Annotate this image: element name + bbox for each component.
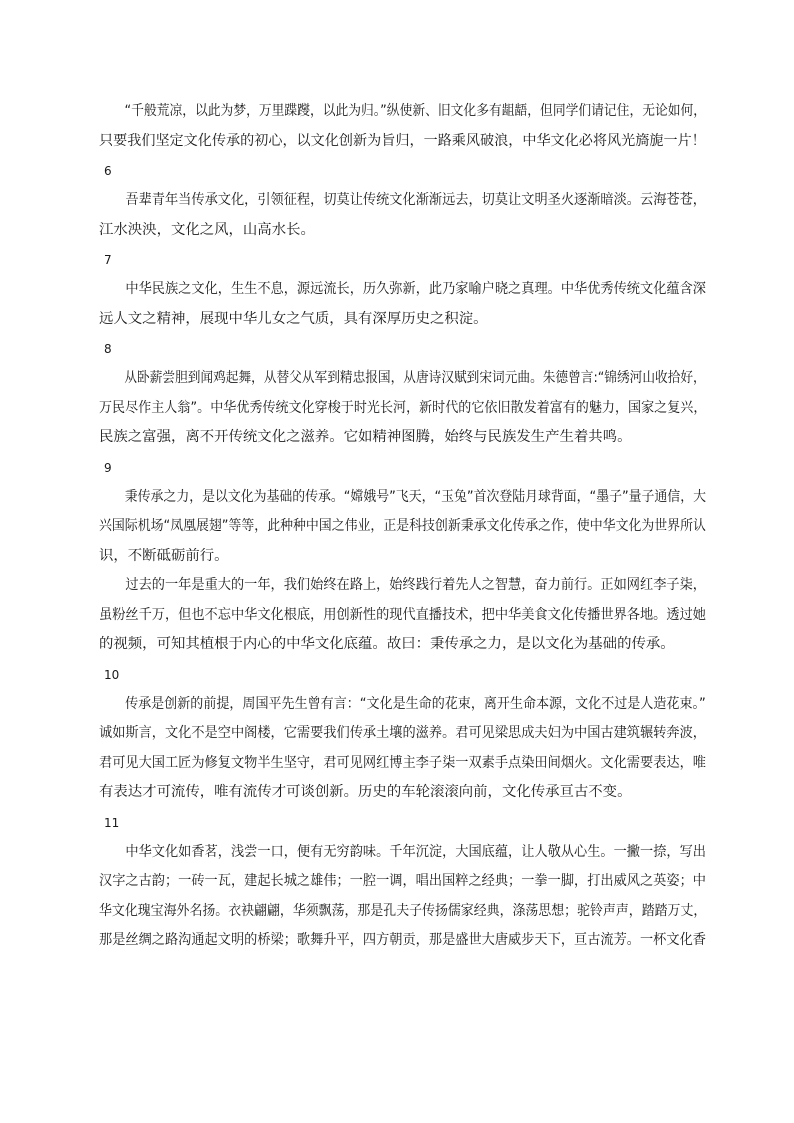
paragraph <box>99 483 706 572</box>
paragraph-line: “千般荒凉，以此为梦，万里蹀躞，以此为归。”纵使新、旧文化多有龃龉，但同学们请记住，无论如何， <box>124 103 707 119</box>
section-number: 8 <box>104 342 112 356</box>
paragraph <box>99 571 706 660</box>
section-number: 9 <box>104 460 112 475</box>
paragraph <box>99 97 706 156</box>
paragraph-line: 民族之富强，离不开传统文化之滋养。它如精神图腾，始终与民族发生产生着共鸣。 <box>99 429 632 445</box>
paragraph-line: 传承是创新的前提，周国平先生曾有言：“文化是生命的花束，离开生命本源，文化不过是人造花束。” <box>125 695 706 712</box>
paragraph-line: 从卧薪尝胆到闻鸡起舞，从替父从军到精忠报国，从唐诗汉赋到宋词元曲。朱德曾言:“锦绣河山收拾好， <box>124 370 706 386</box>
paragraph <box>99 186 706 245</box>
section-number: 6 <box>104 164 112 178</box>
paragraph-line: 中华民族之文化，生生不息，源远流长，历久弥新，此乃家喻户晓之真理。中华优秀传统文化蕴含深 <box>125 281 706 297</box>
paragraph-line: 远人文之精神，展现中华儿女之气质，具有深厚历史之积淀。 <box>99 310 488 327</box>
section-number: 7 <box>104 253 112 267</box>
paragraph-line: 的视频，可知其植根于内心的中华文化底蕴。故曰：秉传承之力，是以文化为基础的传承。 <box>99 636 675 652</box>
paragraph-line: 江水泱泱，文化之风，山高水长。 <box>99 221 315 238</box>
paragraph-line: 识，不断砥砺前行。 <box>99 547 229 564</box>
paragraph-line: 那是丝绸之路沟通起文明的桥梁；歌舞升平，四方朝贡，那是盛世大唐威步天下，亘古流芳。一杯文化香 <box>99 932 706 948</box>
section-number: 10 <box>104 667 120 682</box>
paragraph-line: 只要我们坚定文化传承的初心，以文化创新为旨归，一路乘风破浪，中华文化必将风光旖旎一片！ <box>99 132 706 149</box>
paragraph <box>99 275 706 334</box>
paragraph-line: 万民尽作主人翁”。中华优秀传统文化穿梭于时光长河，新时代的它依旧散发着富有的魅力，国家之复兴， <box>99 399 707 416</box>
paragraph-line: 虽粉丝千万，但也不忘中华文化根底，用创新性的现代直播技术，把中华美食文化传播世界各地。透过她 <box>99 606 706 623</box>
paragraph-line: 吾辈青年当传承文化，引领征程，切莫让传统文化渐渐远去，切莫让文明圣火逐渐暗淡。云海苍苍， <box>125 192 706 208</box>
paragraph-line: 君可见大国工匠为修复文物半生坚守，君可见网红博主李子柒一双素手点染田间烟火。文化需要表达，唯 <box>99 754 706 771</box>
paragraph <box>99 690 706 808</box>
paragraph-line: 诚如斯言，文化不是空中阁楼，它需要我们传承土壤的滋养。君可见梁思成夫妇为中国古建筑辗转奔波， <box>99 725 706 741</box>
paragraph-line: 中华文化如香茗，浅尝一口，便有无穷韵味。千年沉淀，大国底蕴，让人敬从心生。一撇一捺，写出 <box>125 843 706 860</box>
paragraph-line: 兴国际机场“凤凰展翅”等等，此种种中国之伟业，正是科技创新秉承文化传承之作，使中华文化为世界所认 <box>99 518 706 534</box>
paragraph <box>99 838 706 956</box>
paragraph-line: 过去的一年是重大的一年，我们始终在路上，始终践行着先人之智慧，奋力前行。正如网红李子柒， <box>125 577 706 593</box>
paragraph-line: 汉字之古韵；一砖一瓦，建起长城之雄伟；一腔一调，唱出国粹之经典；一拳一脚，打出威风之英姿；中 <box>99 873 706 889</box>
paragraph-line: 秉传承之力，是以文化为基础的传承。“嫦娥号”飞天，“玉兔”首次登陆月球背面，“墨子”量子通信，大 <box>124 488 706 505</box>
paragraph-line: 华文化瑰宝海外名扬。衣袂翩翩，华须飘荡，那是孔夫子传扬儒家经典，涤荡思想；驼铃声声，踏踏万丈， <box>99 902 707 919</box>
paragraph <box>99 364 706 453</box>
paragraph-line: 有表达才可流传，唯有流传才可谈创新。历史的车轮滚滚向前，文化传承亘古不变。 <box>99 784 632 800</box>
section-number: 11 <box>104 815 120 830</box>
